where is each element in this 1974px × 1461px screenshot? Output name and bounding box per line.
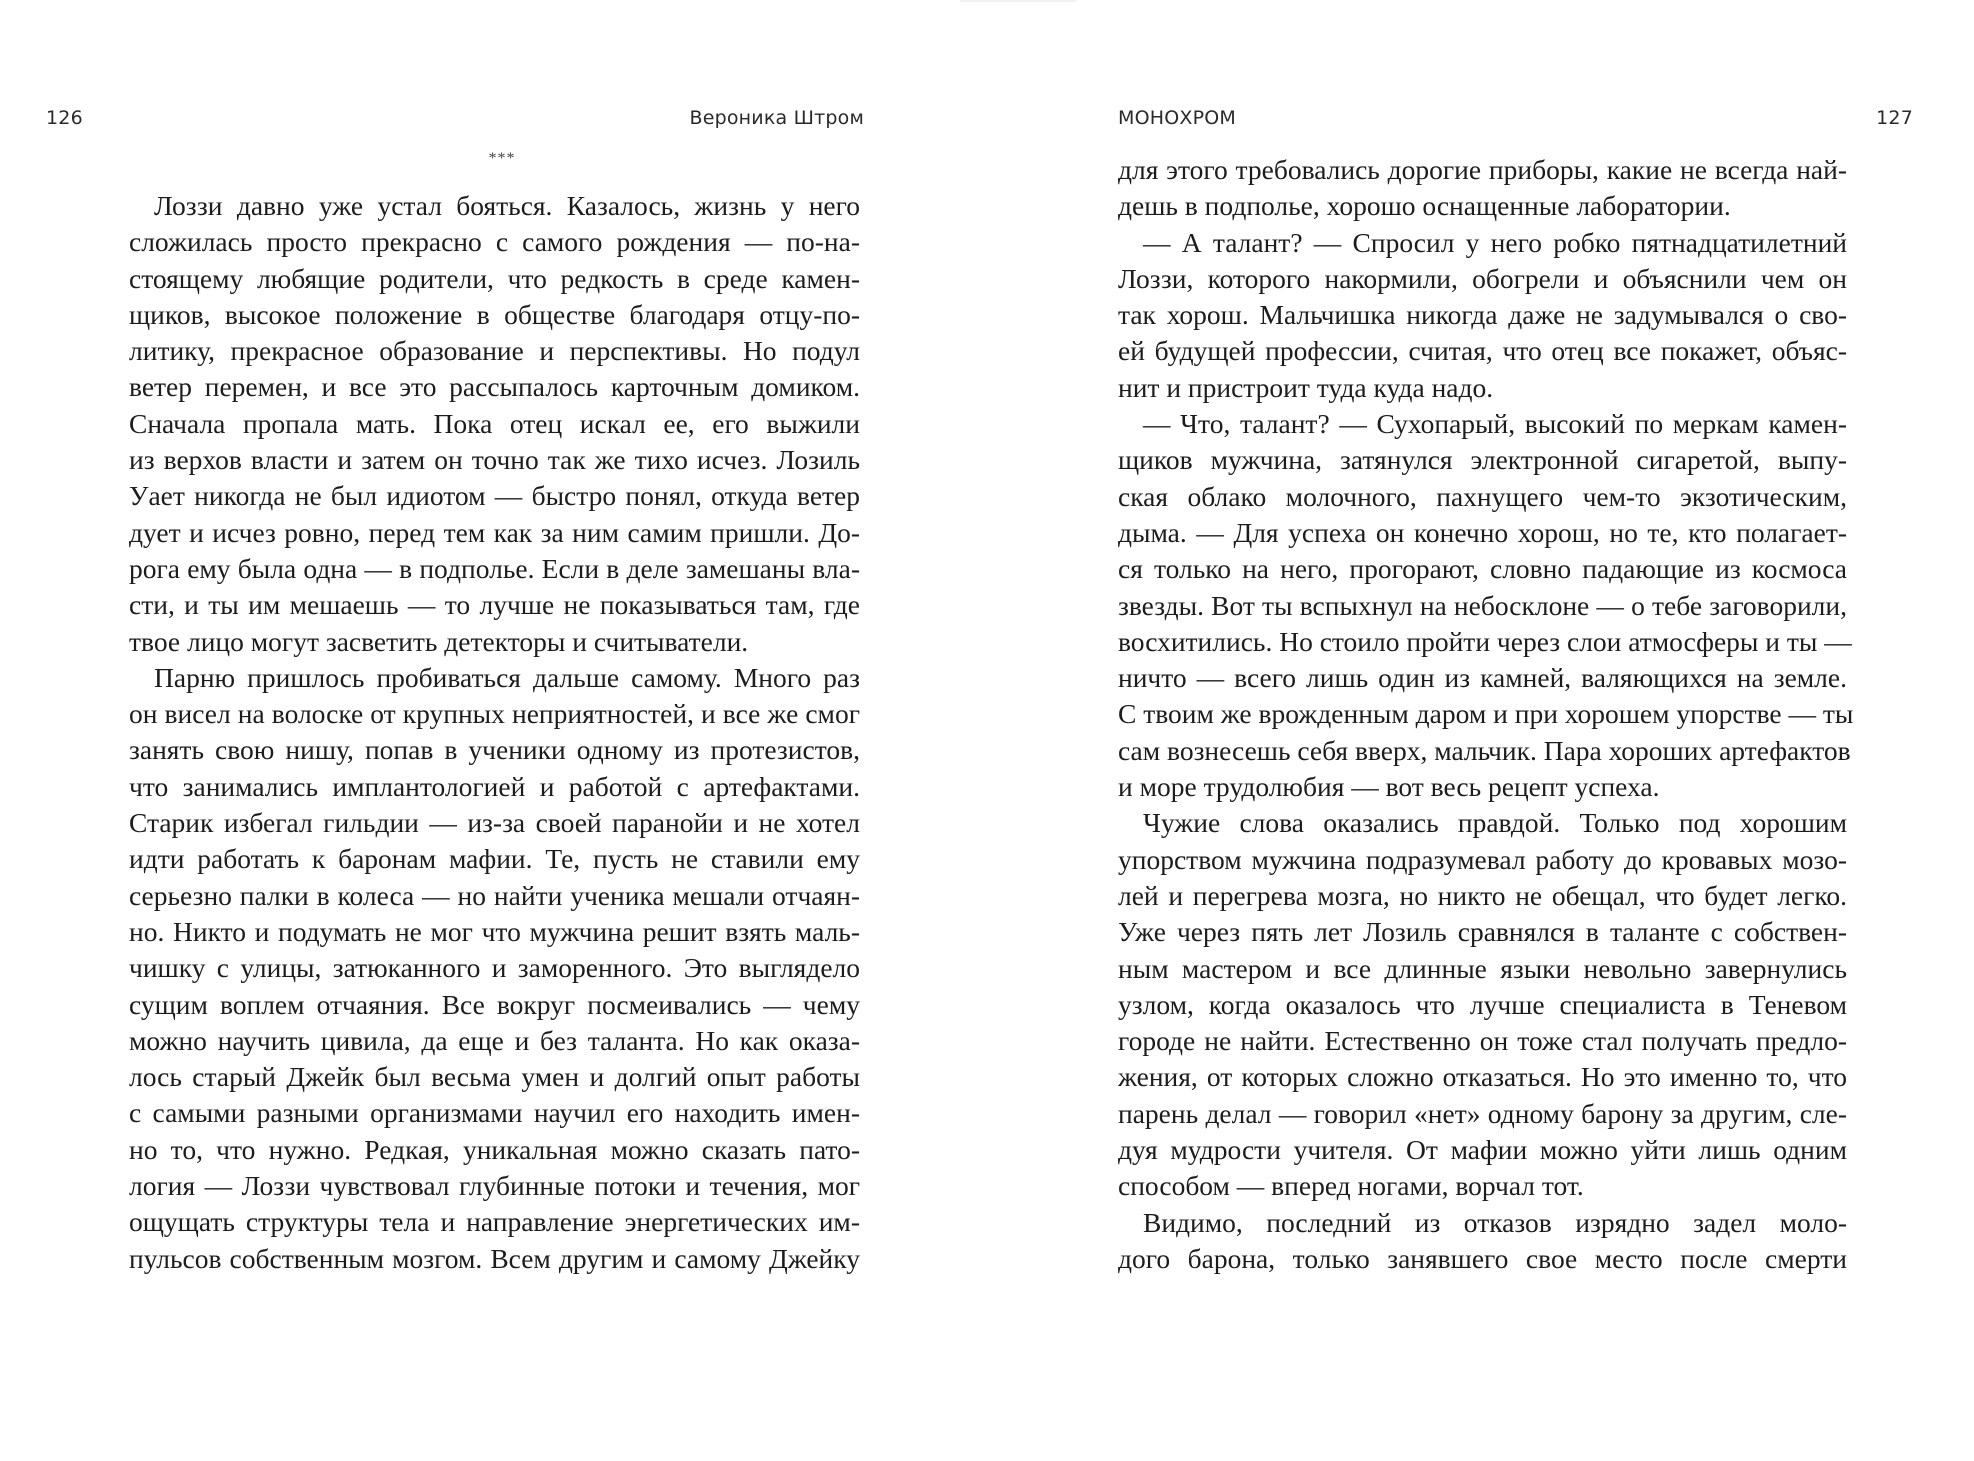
text-line: ская облако молочного, пахнущего чем-то экзотическим,: [1118, 480, 1847, 512]
paragraph: [1118, 805, 1847, 1204]
text-line: жения, от которых сложно отказаться. Но это именно то, что: [1118, 1061, 1847, 1093]
paragraph: [129, 188, 860, 660]
paragraph: [1118, 225, 1847, 406]
text-line: и море трудолюбия — вот весь рецепт успеха.: [1118, 771, 1660, 803]
paragraph: [1118, 406, 1854, 805]
text-line: Уже через пять лет Лозиль сравнялся в таланте с собствен-: [1118, 916, 1847, 948]
text-line: упорством мужчина подразумевал работу до кровавых мозо-: [1118, 843, 1847, 875]
text-line: сущим воплем отчаяния. Все вокруг посмеивались — чему: [129, 988, 860, 1020]
text-line: нит и пристроит туда куда надо.: [1118, 371, 1494, 403]
text-line: так хорош. Мальчишка никогда даже не задумывался о сво-: [1118, 299, 1847, 331]
text-line: лось старый Джейк был весьма умен и долгий опыт работы: [129, 1061, 860, 1093]
text-line: серьезно палки в колеса — но найти ученика мешали отчаян-: [129, 879, 860, 911]
text-line: узлом, когда оказалось что лучше специалиста в Теневом: [1118, 988, 1847, 1020]
text-line: ным мастером и все длинные языки невольно завернулись: [1118, 952, 1847, 984]
text-line: занять свою нишу, попав в ученики одному из протезистов,: [129, 734, 860, 766]
text-line: можно научить цивила, да еще и без таланта. Но как оказа-: [129, 1024, 860, 1056]
text-line: дует и исчез ровно, перед тем как за ним самим пришли. До-: [129, 516, 860, 548]
gutter-shadow: [960, 0, 1076, 2]
text-line: Парню пришлось пробиваться дальше самому. Много раз: [154, 661, 860, 693]
text-line: городе не найти. Естественно он тоже стал получать предло-: [1118, 1025, 1847, 1057]
left-running-head: Вероника Штром: [689, 107, 864, 129]
text-line: рога ему была одна — в подполье. Если в деле замешаны вла-: [129, 552, 860, 584]
text-line: что занимались имплантологией и работой с артефактами.: [129, 770, 860, 802]
text-line: ничто — всего лишь один из камней, валяющихся на земле.: [1118, 662, 1847, 694]
text-line: лей и перегрева мозга, но никто не обещал, что будет легко.: [1118, 879, 1847, 911]
text-line: сложилась просто прекрасно с самого рождения — по-на-: [129, 226, 860, 258]
paragraph: [1118, 152, 1847, 225]
section-separator: ***: [488, 150, 516, 167]
text-line: ветер перемен, и все это рассыпалось карточным домиком.: [129, 371, 860, 403]
text-line: чишку с улицы, затюканного и заморенного. Это выглядело: [129, 952, 860, 984]
text-line: дешь в подполье, хорошо оснащенные лаборатории.: [1118, 190, 1731, 222]
left-page-body: [129, 188, 860, 1277]
text-line: но. Никто и подумать не мог что мужчина решит взять маль-: [129, 915, 860, 947]
text-line: Видимо, последний из отказов изрядно задел моло-: [1143, 1206, 1847, 1238]
text-line: дыма. — Для успеха он конечно хорош, но те, кто полагает-: [1118, 516, 1847, 548]
text-line: идти работать к баронам мафии. Те, пусть не ставили ему: [129, 843, 860, 875]
text-line: литику, прекрасное образование и перспективы. Но подул: [129, 335, 860, 367]
text-line: щиков мужчина, затянулся электронной сигаретой, выпу-: [1118, 444, 1847, 476]
text-line: из верхов власти и затем он точно так же тихо исчез. Лозиль: [129, 444, 860, 476]
text-line: дого барона, только занявшего свое место после смерти: [1118, 1242, 1847, 1274]
text-line: но то, что нужно. Редкая, уникальная можно сказать пато-: [129, 1133, 860, 1165]
text-line: Уает никогда не был идиотом — быстро понял, откуда ветер: [129, 480, 860, 512]
text-line: для этого требовались дорогие приборы, какие не всегда най-: [1118, 154, 1847, 185]
text-line: ощущать структуры тела и направление энергетических им-: [129, 1206, 860, 1238]
text-line: логия — Лоззи чувствовал глубинные потоки и течения, мог: [129, 1170, 860, 1202]
text-line: с самыми разными организмами научил его находить имен-: [129, 1097, 860, 1129]
text-line: дуя мудрости учителя. От мафии можно уйти лишь одним: [1118, 1134, 1847, 1166]
text-line: Лоззи давно уже устал бояться. Казалось, жизнь у него: [154, 190, 860, 221]
text-line: звезды. Вот ты вспыхнул на небосклоне — о тебе заговорили,: [1118, 589, 1847, 621]
text-line: — Что, талант? — Сухопарый, высокий по меркам камен-: [1143, 408, 1847, 440]
text-line: С твоим же врожденным даром и при хорошем упорстве — ты: [1118, 698, 1854, 730]
text-line: — А талант? — Спросил у него робко пятнадцатилетний: [1143, 226, 1847, 258]
text-line: пульсов собственным мозгом. Всем другим и самому Джейку: [129, 1242, 860, 1274]
text-line: парень делал — говорил «нет» одному барону за другим, сле-: [1118, 1097, 1847, 1129]
left-page-number: 126: [46, 107, 83, 129]
text-line: твое лицо могут засветить детекторы и считыватели.: [129, 625, 749, 657]
text-line: ся только на него, прогорают, словно падающие из космоса: [1118, 553, 1847, 585]
text-line: сти, и ты им мешаешь — то лучше не показываться там, где: [129, 589, 860, 621]
text-line: Старик избегал гильдии — из-за своей паранойи и не хотел: [129, 807, 860, 839]
text-line: Чужие слова оказались правдой. Только под хорошим: [1143, 807, 1847, 839]
right-page-body: [1118, 152, 1854, 1277]
paragraph: [1118, 1205, 1847, 1278]
paragraph: [129, 660, 860, 1277]
text-line: ей будущей профессии, считая, что отец все покажет, объяс-: [1118, 335, 1847, 367]
text-line: стоящему любящие родители, что редкость в среде камен-: [129, 262, 860, 294]
text-line: способом — вперед ногами, ворчал тот.: [1118, 1170, 1584, 1202]
text-line: Лоззи, которого накормили, обогрели и объяснили чем он: [1118, 262, 1847, 294]
text-line: сам вознесешь себя вверх, мальчик. Пара хороших артефактов: [1118, 734, 1851, 766]
right-running-head: МОНОХРОМ: [1118, 107, 1237, 129]
text-line: восхитились. Но стоило пройти через слои атмосферы и ты —: [1118, 625, 1852, 657]
text-line: он висел на волоске от крупных неприятностей, и все же смог: [129, 698, 860, 730]
text-line: Сначала пропала мать. Пока отец искал ее, его выжили: [129, 407, 860, 439]
right-page-number: 127: [1876, 107, 1913, 129]
text-line: щиков, высокое положение в обществе благодаря отцу-по-: [129, 298, 860, 330]
